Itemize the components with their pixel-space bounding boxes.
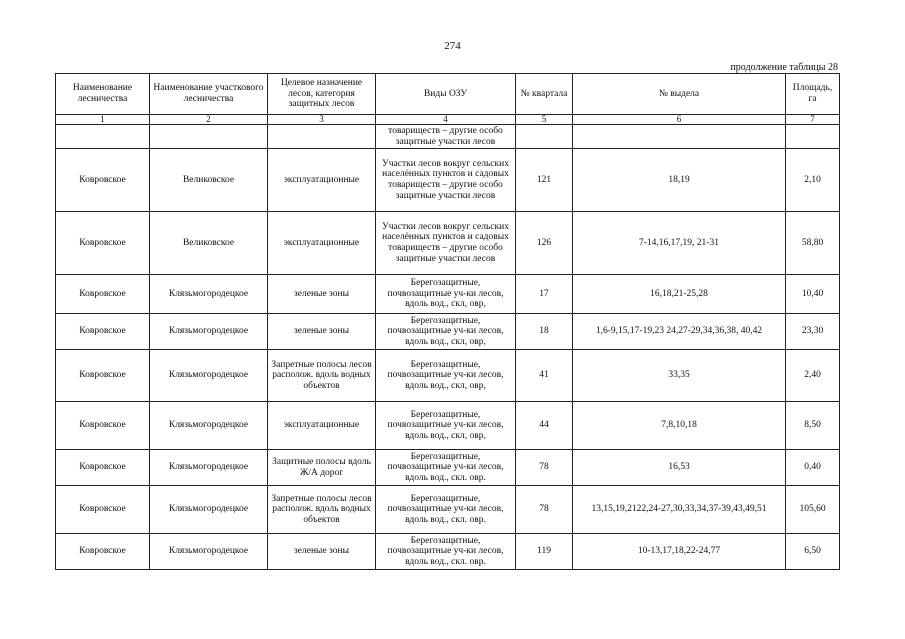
cell-area: 58,80 [786,212,840,275]
header-plots: № выдела [573,74,786,115]
cell-ozu: Берегозащитные, почвозащитные уч-ки лесов, вдоль вод., скл. овр. [376,534,516,570]
table-row [56,125,840,149]
cell-district: Великовское [150,149,268,212]
cell-quarter: 119 [516,534,573,570]
cell-ozu: Берегозащитные, почвозащитные уч-ки лесов, вдоль вод., скл, овр, [376,350,516,402]
column-number: 1 [56,115,150,125]
cell-ozu: Берегозащитные, почвозащитные уч-ки лесов, вдоль вод., скл, овр, [376,314,516,350]
cell-forestry: Ковровское [56,450,150,486]
cell-quarter: 78 [516,450,573,486]
cell-ozu: Берегозащитные, почвозащитные уч-ки лесов, вдоль вод., скл. овр. [376,450,516,486]
cell-purpose: Запретные полосы лесов располож. вдоль водных объектов [268,486,376,534]
column-number-row [56,115,840,125]
header-ozu: Виды ОЗУ [376,74,516,115]
cell-purpose: Запретные полосы лесов располож. вдоль водных объектов [268,350,376,402]
cell-quarter: 18 [516,314,573,350]
cell-area: 0,40 [786,450,840,486]
cell-quarter [516,125,573,149]
cell-quarter: 126 [516,212,573,275]
cell-district [150,125,268,149]
header-forestry: Наименование лесничества [56,74,150,115]
cell-quarter: 17 [516,275,573,314]
cell-area: 8,50 [786,402,840,450]
table-row [56,450,840,486]
cell-plots: 13,15,19,2122,24-27,30,33,34,37-39,43,49,51 [573,486,786,534]
cell-area [786,125,840,149]
table-row [56,402,840,450]
cell-forestry: Ковровское [56,149,150,212]
cell-district: Клязьмогородецкое [150,402,268,450]
cell-ozu: Участки лесов вокруг сельских населённых пунктов и садовых товариществ – другие особо защитные участки лесов [376,149,516,212]
cell-district: Клязьмогородецкое [150,450,268,486]
cell-forestry: Ковровское [56,534,150,570]
cell-area: 10,40 [786,275,840,314]
header-area: Площадь, га [786,74,840,115]
cell-purpose: эксплуатационные [268,402,376,450]
cell-quarter: 41 [516,350,573,402]
table-row [56,486,840,534]
cell-quarter: 44 [516,402,573,450]
cell-ozu: товариществ – другие особо защитные участки лесов [376,125,516,149]
header-district: Наименование участкового лесничества [150,74,268,115]
column-number: 5 [516,115,573,125]
table-row [56,314,840,350]
column-number: 4 [376,115,516,125]
cell-plots: 18,19 [573,149,786,212]
table-row [56,149,840,212]
table-row [56,275,840,314]
table-continuation-note: продолжение таблицы 28 [730,62,838,73]
header-purpose: Целевое назначение лесов, категория защитных лесов [268,74,376,115]
cell-purpose: зеленые зоны [268,314,376,350]
cell-ozu: Берегозащитные, почвозащитные уч-ки лесов, вдоль вод., скл, овр, [376,402,516,450]
header-row [56,74,840,115]
cell-forestry: Ковровское [56,314,150,350]
cell-forestry: Ковровское [56,212,150,275]
cell-forestry: Ковровское [56,402,150,450]
cell-purpose: зеленые зоны [268,275,376,314]
cell-plots: 16,53 [573,450,786,486]
cell-forestry [56,125,150,149]
cell-quarter: 121 [516,149,573,212]
cell-area: 2,40 [786,350,840,402]
cell-ozu: Берегозащитные, почвозащитные уч-ки лесов, вдоль вод., скл, овр, [376,275,516,314]
column-number: 3 [268,115,376,125]
table-row [56,534,840,570]
column-number: 6 [573,115,786,125]
cell-purpose [268,125,376,149]
cell-quarter: 78 [516,486,573,534]
cell-plots: 16,18,21-25,28 [573,275,786,314]
cell-area: 2,10 [786,149,840,212]
cell-plots: 7,8,10,18 [573,402,786,450]
cell-plots: 10-13,17,18,22-24,77 [573,534,786,570]
cell-purpose: эксплуатационные [268,149,376,212]
page-number: 274 [444,40,461,52]
cell-plots: 7-14,16,17,19, 21-31 [573,212,786,275]
cell-area: 105,60 [786,486,840,534]
column-number: 7 [786,115,840,125]
cell-district: Клязьмогородецкое [150,350,268,402]
cell-area: 6,50 [786,534,840,570]
cell-district: Клязьмогородецкое [150,275,268,314]
cell-district: Клязьмогородецкое [150,314,268,350]
cell-purpose: зеленые зоны [268,534,376,570]
cell-ozu: Берегозащитные, почвозащитные уч-ки лесов, вдоль вод., скл. овр. [376,486,516,534]
column-number: 2 [150,115,268,125]
forest-areas-table [55,73,840,570]
table-row [56,350,840,402]
cell-district: Клязьмогородецкое [150,486,268,534]
cell-forestry: Ковровское [56,486,150,534]
cell-purpose: эксплуатационные [268,212,376,275]
cell-district: Клязьмогородецкое [150,534,268,570]
table-row [56,212,840,275]
cell-district: Великовское [150,212,268,275]
cell-plots: 1,6-9,15,17-19,23 24,27-29,34,36,38, 40,42 [573,314,786,350]
header-quarter: № квартала [516,74,573,115]
cell-plots: 33,35 [573,350,786,402]
cell-forestry: Ковровское [56,350,150,402]
cell-area: 23,30 [786,314,840,350]
cell-forestry: Ковровское [56,275,150,314]
cell-ozu: Участки лесов вокруг сельских населённых пунктов и садовых товариществ – другие особо защитные участки лесов [376,212,516,275]
cell-purpose: Защитные полосы вдоль Ж/А дорог [268,450,376,486]
cell-plots [573,125,786,149]
